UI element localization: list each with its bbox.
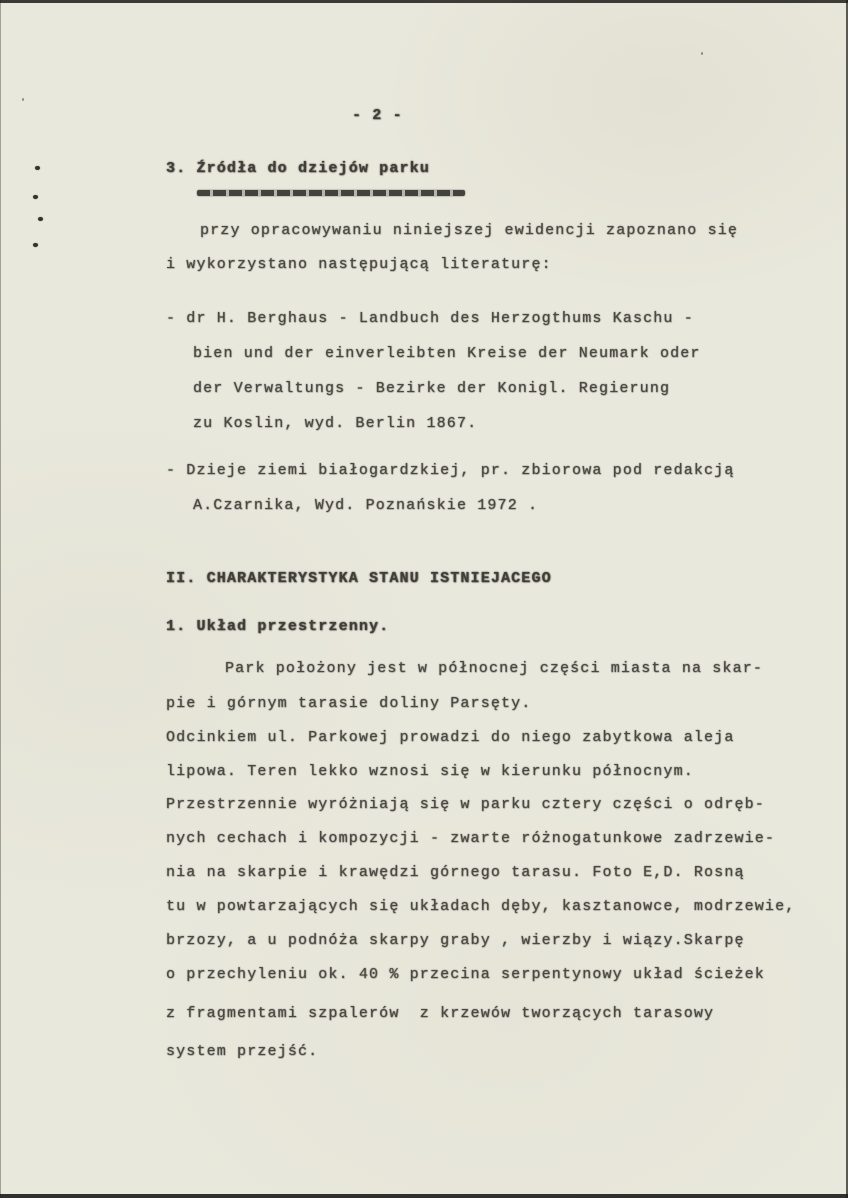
body-line: system przejść.	[166, 1043, 319, 1060]
bibliography-line: - dr H. Berghaus - Landbuch des Herzogthums Kaschu -	[166, 310, 694, 327]
body-line: nia na skarpie i krawędzi górnego tarasu. Foto E,D. Rosną	[166, 864, 745, 881]
subsection-heading-layout: 1. Układ przestrzenny.	[166, 618, 390, 635]
margin-dot	[33, 195, 38, 199]
margin-dot	[33, 243, 38, 247]
heading-underline	[197, 190, 465, 196]
bibliography-line: bien und der einverleibten Kreise der Neumark oder	[193, 345, 701, 362]
body-line: tu w powtarzających się układach dęby, kasztanowce, modrzewie,	[166, 898, 796, 915]
body-line: z fragmentami szpalerów z krzewów tworzących tarasowy	[166, 1005, 715, 1022]
bibliography-line: - Dzieje ziemi białogardzkiej, pr. zbiorowa pod redakcją	[166, 462, 735, 479]
body-line: nych cechach i kompozycji - zwarte różnogatunkowe zadrzewie-	[166, 830, 776, 847]
bibliography-line: der Verwaltungs - Bezirke der Konigl. Regierung	[193, 380, 671, 397]
body-line: Odcinkiem ul. Parkowej prowadzi do niego zabytkowa aleja	[166, 729, 735, 746]
section-heading-sources: 3. Źródła do dziejów parku	[166, 160, 430, 177]
body-line: lipowa. Teren lekko wznosi się w kierunku północnym.	[166, 763, 694, 780]
body-line: Park położony jest w północnej części miasta na skar-	[225, 660, 764, 677]
body-line: Przestrzennie wyróżniają się w parku cztery części o odręb-	[166, 796, 765, 813]
margin-dot	[38, 217, 43, 221]
text-line: przy opracowywaniu niniejszej ewidencji zapoznano się	[200, 222, 739, 239]
body-line: pie i górnym tarasie doliny Parsęty.	[166, 695, 532, 712]
bibliography-line: A.Czarnika, Wyd. Poznańskie 1972 .	[193, 497, 539, 514]
margin-dot	[35, 166, 40, 170]
text-line: i wykorzystano następującą literaturę:	[166, 256, 552, 273]
body-line: brzozy, a u podnóża skarpy graby , wierzby i wiązy.Skarpę	[166, 932, 745, 949]
body-line: o przechyleniu ok. 40 % przecina serpentynowy układ ścieżek	[166, 966, 765, 983]
scan-edge-bottom	[0, 1194, 848, 1198]
page-number: - 2 -	[352, 107, 403, 124]
ink-speck	[701, 52, 703, 55]
ink-speck	[22, 98, 24, 101]
scan-edge-top	[0, 0, 848, 3]
scan-edge-left	[0, 0, 1, 1198]
section-heading-characteristics: II. CHARAKTERYSTYKA STANU ISTNIEJACEGO	[166, 570, 552, 587]
bibliography-line: zu Koslin, wyd. Berlin 1867.	[193, 415, 478, 432]
